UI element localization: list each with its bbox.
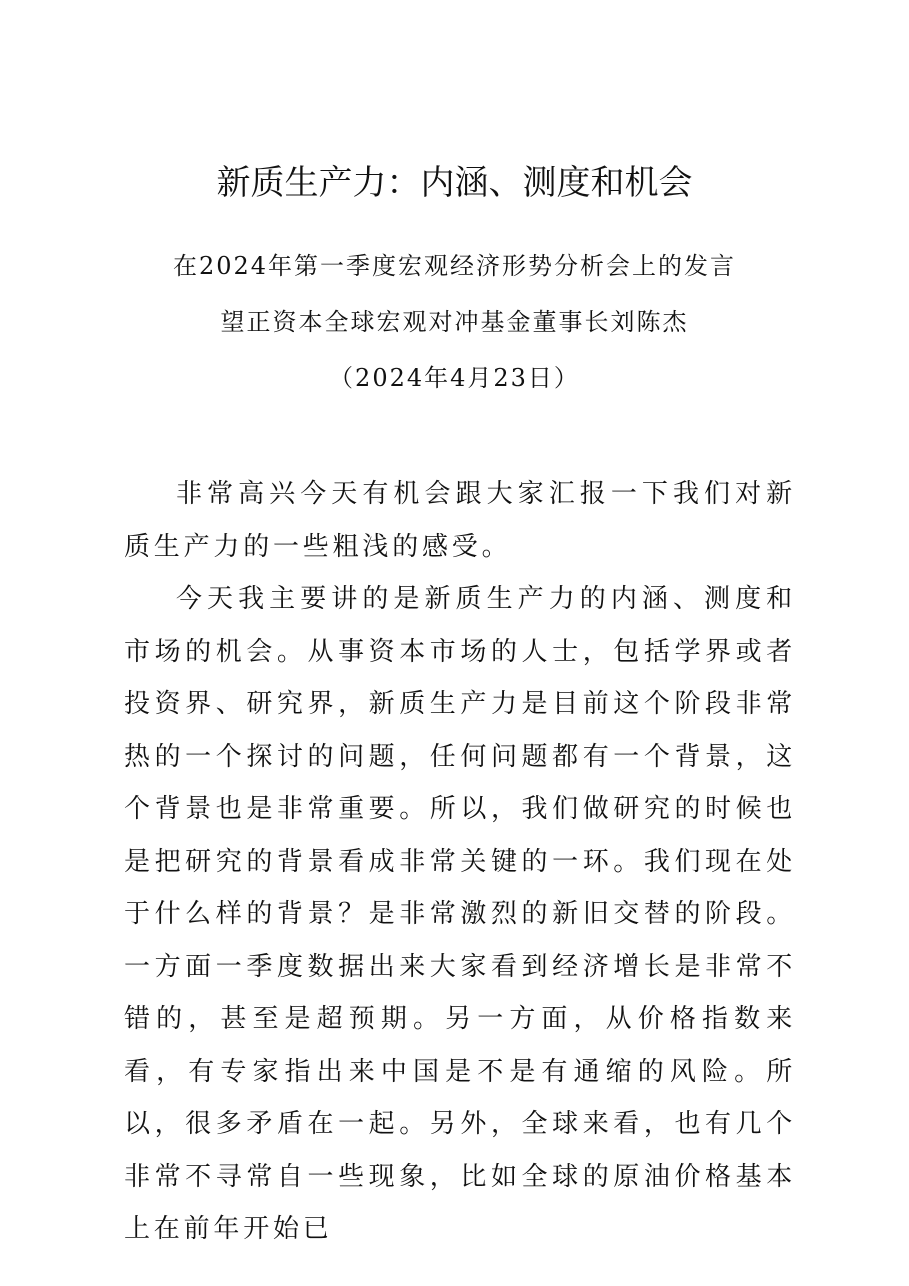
document-title: 新质生产力：内涵、测度和机会 (216, 163, 693, 203)
speaker-subtitle: 望正资本全球宏观对冲基金董事长刘陈杰 (220, 308, 689, 336)
event-subtitle: 在2024年第一季度宏观经济形势分析会上的发言 (172, 252, 737, 280)
paragraph: 非常高兴今天有机会跟大家汇报一下我们对新质生产力的一些粗浅的感受。 (124, 479, 796, 562)
paragraph: 今天我主要讲的是新质生产力的内涵、测度和市场的机会。从事资本市场的人士，包括学界或者投资界、研究界，新质生产力是目前这个阶段非常热的一个探讨的问题，任何问题都有一个背景，这个背景也是非常重要。所以，我们做研究的时候也是把研究的背景看成非常关键的一环。我们现在处于什么样的背景？是非常激烈的新旧交替的阶段。一方面一季度数据出来大家看到经济增长是非常不错的，甚至是超预期。另一方面，从价格指数来看，有专家指出来中国是不是有通缩的风险。所以，很多矛盾在一起。另外，全球来看，也有几个非常不寻常自一些现象，比如全球的原油价格基本上在前年开始已 (124, 584, 796, 1244)
document-body (124, 468, 796, 1256)
date-subtitle: （2024年4月23日） (329, 364, 580, 392)
